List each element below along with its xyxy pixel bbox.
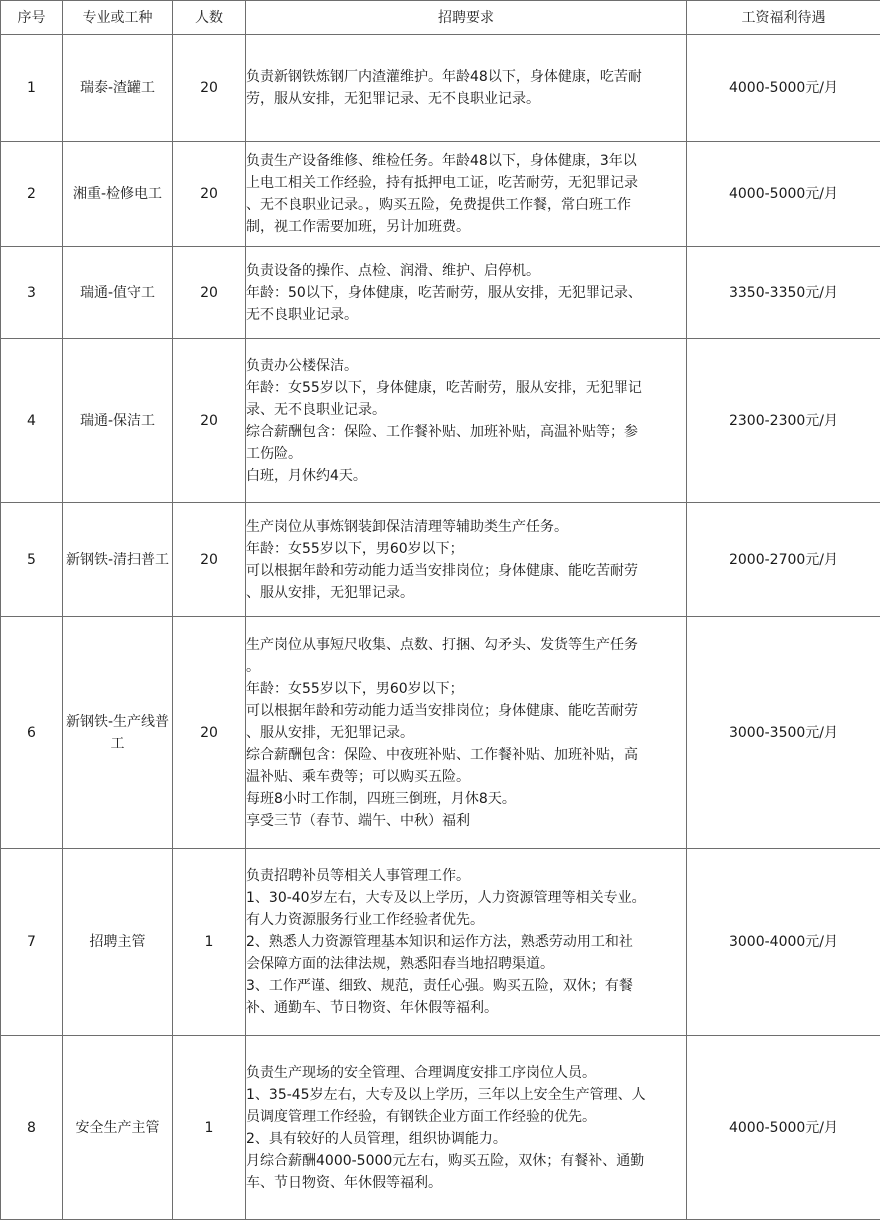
requirement-line: 劳，服从安排，无犯罪记录、无不良职业记录。 bbox=[246, 91, 540, 107]
cell-requirements bbox=[246, 617, 687, 849]
cell-position: 安全生产主管 bbox=[63, 1036, 173, 1220]
cell-requirements bbox=[246, 339, 687, 503]
cell-index: 2 bbox=[1, 142, 63, 247]
requirement-line: 综合薪酬包含：保险、工作餐补贴、加班补贴，高温补贴等；参 bbox=[246, 423, 638, 440]
requirement-line: 负责招聘补员等相关人事管理工作。 bbox=[246, 868, 470, 884]
cell-count: 20 bbox=[173, 617, 246, 849]
cell-count: 20 bbox=[173, 142, 246, 247]
requirement-line: 车、节日物资、年休假等福利。 bbox=[246, 1174, 442, 1191]
requirement-line: 有人力资源服务行业工作经验者优先。 bbox=[246, 912, 484, 928]
requirement-line: 。 bbox=[246, 658, 260, 675]
requirement-line: 可以根据年龄和劳动能力适当安排岗位；身体健康、能吃苦耐劳 bbox=[246, 562, 638, 579]
requirement-line: 工伤险。 bbox=[246, 445, 302, 462]
header-index: 序号 bbox=[1, 1, 63, 35]
requirement-line: 年龄：50以下，身体健康，吃苦耐劳，服从安排，无犯罪记录、 bbox=[246, 284, 642, 301]
requirement-line: 可以根据年龄和劳动能力适当安排岗位；身体健康、能吃苦耐劳 bbox=[246, 702, 638, 719]
cell-requirements bbox=[246, 142, 687, 247]
table-row bbox=[1, 1036, 880, 1220]
requirement-line: 1、30-40岁左右，大专及以上学历，人力资源管理等相关专业。 bbox=[246, 890, 646, 906]
cell-requirements bbox=[246, 1036, 687, 1220]
table-row bbox=[1, 142, 880, 247]
requirement-line: 负责新钢铁炼钢厂内渣灌维护。年龄48以下，身体健康，吃苦耐 bbox=[246, 69, 642, 85]
cell-position: 湘重-检修电工 bbox=[63, 142, 173, 247]
requirement-line: 享受三节（春节、端午、中秋）福利 bbox=[246, 812, 470, 829]
table-body bbox=[1, 35, 880, 1220]
requirement-line: 会保障方面的法律法规，熟悉阳春当地招聘渠道。 bbox=[246, 956, 554, 972]
cell-index: 5 bbox=[1, 503, 63, 617]
cell-salary: 4000-5000元/月 bbox=[687, 142, 880, 247]
cell-index: 7 bbox=[1, 849, 63, 1036]
requirement-line: 月综合薪酬4000-5000元左右，购买五险，双休；有餐补、通勤 bbox=[246, 1152, 645, 1169]
requirement-line: 白班，月休约4天。 bbox=[246, 467, 367, 484]
requirement-line: 2、熟悉人力资源管理基本知识和运作方法，熟悉劳动用工和社 bbox=[246, 934, 633, 950]
requirement-line: 年龄：女55岁以下，身体健康，吃苦耐劳，服从安排，无犯罪记 bbox=[246, 379, 642, 396]
cell-count: 20 bbox=[173, 247, 246, 339]
table-row bbox=[1, 503, 880, 617]
requirement-line: 生产岗位从事炼钢装卸保洁清理等辅助类生产任务。 bbox=[246, 518, 568, 535]
requirement-line: 温补贴、乘车费等；可以购买五险。 bbox=[246, 768, 470, 785]
cell-index: 1 bbox=[1, 35, 63, 142]
cell-count: 20 bbox=[173, 35, 246, 142]
requirement-line: 1、35-45岁左右，大专及以上学历，三年以上安全生产管理、人 bbox=[246, 1086, 646, 1103]
header-salary: 工资福利待遇 bbox=[687, 1, 880, 35]
cell-salary: 4000-5000元/月 bbox=[687, 35, 880, 142]
requirement-line: 补、通勤车、节日物资、年休假等福利。 bbox=[246, 1000, 498, 1016]
cell-position: 瑞泰-渣罐工 bbox=[63, 35, 173, 142]
cell-count: 1 bbox=[173, 1036, 246, 1220]
cell-position: 新钢铁-清扫普工 bbox=[63, 503, 173, 617]
requirement-line: 、服从安排，无犯罪记录。 bbox=[246, 584, 414, 601]
cell-requirements bbox=[246, 503, 687, 617]
cell-count: 20 bbox=[173, 339, 246, 503]
table-header-row bbox=[1, 1, 880, 35]
cell-index: 3 bbox=[1, 247, 63, 339]
requirement-line: 综合薪酬包含：保险、中夜班补贴、工作餐补贴、加班补贴，高 bbox=[246, 746, 638, 763]
cell-index: 4 bbox=[1, 339, 63, 503]
header-count: 人数 bbox=[173, 1, 246, 35]
cell-salary: 2300-2300元/月 bbox=[687, 339, 880, 503]
cell-count: 1 bbox=[173, 849, 246, 1036]
header-position: 专业或工种 bbox=[63, 1, 173, 35]
table-row bbox=[1, 247, 880, 339]
requirement-line: 负责生产设备维修、维检任务。年龄48以下，身体健康，3年以 bbox=[246, 153, 637, 169]
cell-requirements bbox=[246, 849, 687, 1036]
cell-salary: 4000-5000元/月 bbox=[687, 1036, 880, 1220]
requirement-line: 3、工作严谨、细致、规范，责任心强。购买五险，双休；有餐 bbox=[246, 978, 633, 994]
requirement-line: 每班8小时工作制，四班三倒班，月休8天。 bbox=[246, 790, 516, 807]
table-row bbox=[1, 617, 880, 849]
requirement-line: 、无不良职业记录。，购买五险，免费提供工作餐，常白班工作 bbox=[246, 197, 631, 213]
header-requirements: 招聘要求 bbox=[246, 1, 687, 35]
cell-index: 6 bbox=[1, 617, 63, 849]
cell-position: 招聘主管 bbox=[63, 849, 173, 1036]
requirement-line: 2、具有较好的人员管理，组织协调能力。 bbox=[246, 1130, 507, 1147]
cell-count: 20 bbox=[173, 503, 246, 617]
requirement-line: 、服从安排，无犯罪记录。 bbox=[246, 724, 414, 741]
cell-salary: 3000-4000元/月 bbox=[687, 849, 880, 1036]
cell-requirements bbox=[246, 35, 687, 142]
requirement-line: 负责设备的操作、点检、润滑、维护、启停机。 bbox=[246, 262, 540, 279]
cell-position: 瑞通-保洁工 bbox=[63, 339, 173, 503]
requirement-line: 生产岗位从事短尺收集、点数、打捆、勾矛头、发货等生产任务 bbox=[246, 636, 638, 653]
table-row bbox=[1, 849, 880, 1036]
cell-salary: 3000-3500元/月 bbox=[687, 617, 880, 849]
requirement-line: 制，视工作需要加班，另计加班费。 bbox=[246, 219, 470, 235]
table-row bbox=[1, 35, 880, 142]
requirement-line: 员调度管理工作经验，有钢铁企业方面工作经验的优先。 bbox=[246, 1108, 596, 1125]
cell-index: 8 bbox=[1, 1036, 63, 1220]
cell-position: 瑞通-值守工 bbox=[63, 247, 173, 339]
cell-position: 新钢铁-生产线普工 bbox=[63, 617, 173, 849]
requirement-line: 无不良职业记录。 bbox=[246, 306, 358, 323]
requirement-line: 负责办公楼保洁。 bbox=[246, 357, 358, 374]
cell-salary: 2000-2700元/月 bbox=[687, 503, 880, 617]
requirement-line: 负责生产现场的安全管理、合理调度安排工序岗位人员。 bbox=[246, 1064, 596, 1081]
table-row bbox=[1, 339, 880, 503]
requirement-line: 年龄：女55岁以下，男60岁以下； bbox=[246, 680, 464, 697]
cell-salary: 3350-3350元/月 bbox=[687, 247, 880, 339]
requirement-line: 上电工相关工作经验，持有抵押电工证，吃苦耐劳，无犯罪记录 bbox=[246, 175, 638, 191]
requirement-line: 录、无不良职业记录。 bbox=[246, 401, 386, 418]
cell-requirements bbox=[246, 247, 687, 339]
requirement-line: 年龄：女55岁以下，男60岁以下； bbox=[246, 540, 464, 557]
